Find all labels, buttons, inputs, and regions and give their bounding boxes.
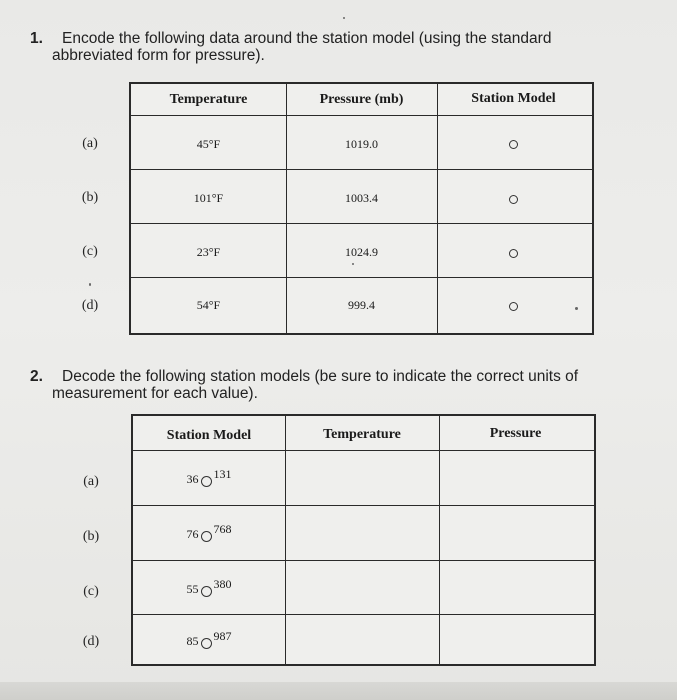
station-circle-icon — [201, 586, 212, 597]
station-circle-icon — [201, 531, 212, 542]
question-2 — [30, 368, 630, 402]
station-circle-icon — [201, 476, 212, 487]
station-model-c — [133, 577, 285, 597]
pressure-code: 380 — [213, 577, 232, 591]
row-label: (c) — [82, 244, 98, 259]
station-circle-icon — [437, 136, 590, 151]
question-1-number: 1. — [30, 30, 43, 47]
page-bottom-edge — [0, 682, 677, 700]
row-label: (d) — [82, 634, 100, 649]
temp-code: 55 — [186, 582, 199, 596]
pressure-code: 987 — [213, 629, 232, 643]
row-label: (a) — [82, 136, 98, 151]
encode-table — [129, 82, 594, 335]
station-model-a — [133, 467, 285, 487]
stray-mark — [89, 283, 91, 286]
table-cell-temperature: 45°F — [196, 137, 221, 151]
table-cell-pressure: 1024.9 — [345, 245, 378, 259]
header-temperature: Temperature — [323, 427, 401, 442]
row-label: (d) — [81, 298, 99, 313]
temp-code: 85 — [186, 634, 199, 648]
table-cell-temperature: 54°F — [196, 298, 221, 312]
row-label: (c) — [83, 584, 99, 599]
question-1 — [30, 30, 630, 64]
station-model-b — [133, 522, 285, 542]
station-circle-icon — [437, 298, 590, 313]
stray-mark — [575, 307, 578, 310]
station-circle-icon — [201, 638, 212, 649]
row-label: (a) — [83, 474, 99, 489]
table-cell-temperature: 23°F — [196, 245, 221, 259]
table-cell-temperature: 101°F — [193, 191, 224, 205]
header-station-model: Station Model — [166, 428, 252, 443]
question-2-text-line2: measurement for each value). — [52, 385, 258, 402]
station-circle-icon — [437, 245, 590, 260]
decode-table — [131, 414, 596, 666]
question-1-text-line2: abbreviated form for pressure). — [52, 47, 265, 64]
table-cell-pressure: 999.4 — [348, 298, 375, 312]
stray-mark — [352, 263, 354, 265]
temp-code: 36 — [186, 472, 199, 486]
table-cell-pressure: 1003.4 — [345, 191, 378, 205]
station-model-d — [133, 629, 285, 649]
pressure-code: 131 — [213, 467, 232, 481]
header-temperature: Temperature — [169, 92, 248, 107]
header-station-model: Station Model — [471, 91, 556, 106]
header-pressure: Pressure (mb) — [319, 92, 404, 107]
stray-mark — [343, 17, 345, 19]
question-2-text-line1: Decode the following station models (be sure to indicate the correct units of — [62, 368, 579, 385]
row-label: (b) — [82, 529, 100, 544]
row-label: (b) — [81, 190, 99, 205]
pressure-code: 768 — [213, 522, 232, 536]
question-1-text-line1: Encode the following data around the station model (using the standard — [62, 30, 552, 47]
table-cell-pressure: 1019.0 — [345, 137, 378, 151]
temp-code: 76 — [186, 527, 199, 541]
question-2-number: 2. — [30, 368, 43, 385]
station-circle-icon — [437, 191, 590, 206]
header-pressure: Pressure — [489, 426, 542, 441]
